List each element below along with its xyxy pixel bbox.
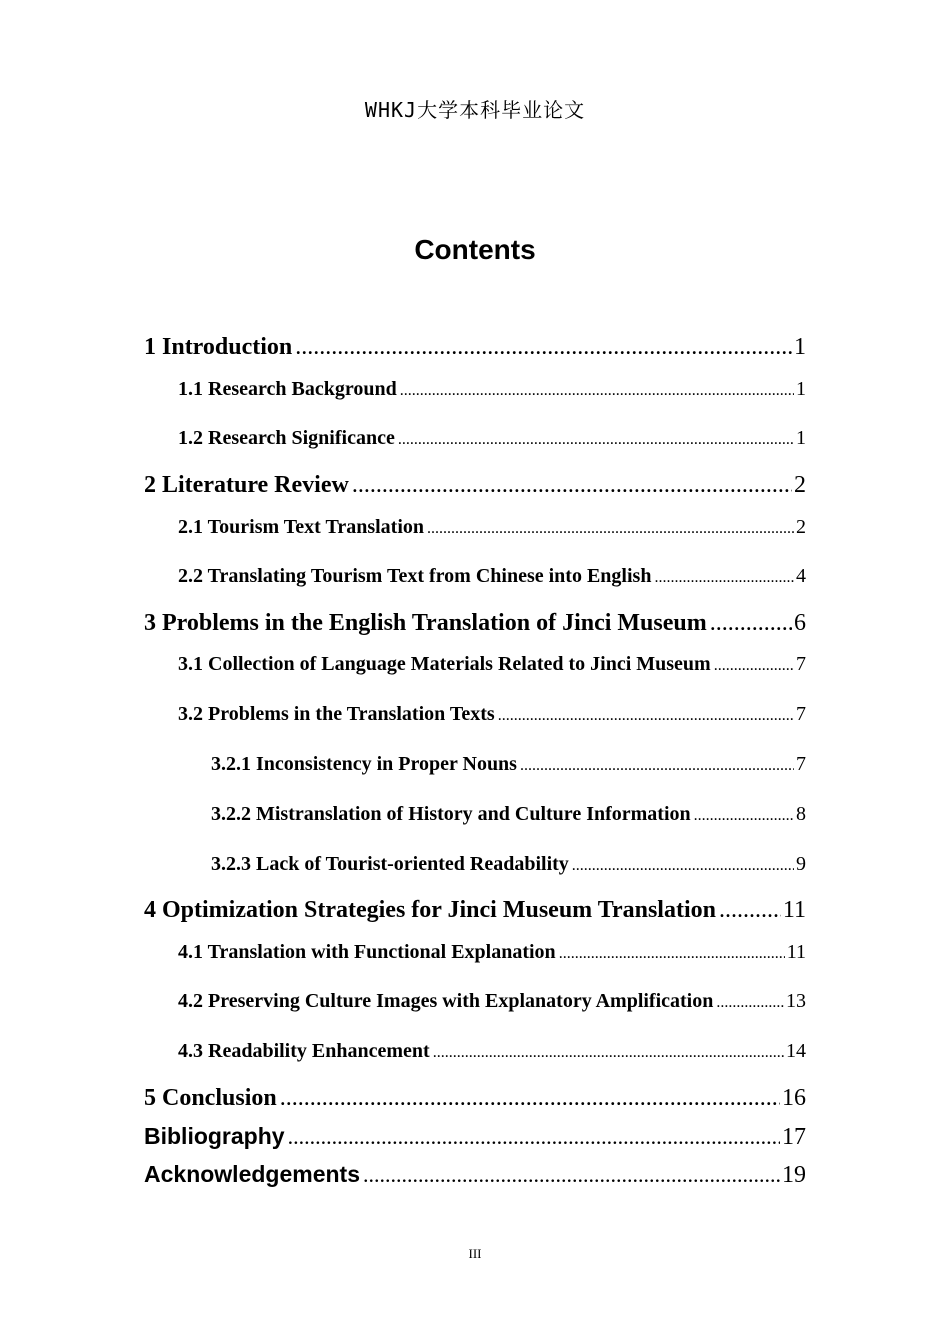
toc-entry-page: 4: [796, 565, 806, 587]
toc-entry-title: 4.3 Readability Enhancement: [178, 1040, 430, 1062]
page-header: WHKJ大学本科毕业论文: [364, 98, 586, 122]
toc-leader-dots: [710, 610, 792, 637]
toc-entry-page: 2: [796, 516, 806, 538]
toc-entry-page: 11: [782, 897, 806, 923]
toc-entry-page: 9: [796, 853, 806, 875]
toc-leader-dots: [498, 707, 794, 725]
toc-leader-dots: [694, 807, 794, 825]
toc-entry-title: 4.1 Translation with Functional Explanation: [178, 941, 556, 963]
toc-leader-dots: [716, 994, 784, 1012]
toc-entry-page: 19: [782, 1162, 806, 1188]
toc-leader-dots: [654, 569, 794, 587]
toc-entry-title: 1 Introduction: [144, 334, 293, 360]
toc-entry-introduction[interactable]: [144, 334, 806, 361]
toc-entry-conclusion[interactable]: [144, 1085, 806, 1112]
toc-entry-page: 7: [796, 653, 806, 675]
toc-entry-title: Acknowledgements: [144, 1161, 360, 1187]
toc-entry-problems-in-texts[interactable]: [178, 703, 806, 726]
toc-entry-collection-of-materials[interactable]: [178, 653, 806, 676]
toc-entry-title: 4.2 Preserving Culture Images with Explanatory Amplification: [178, 990, 714, 1012]
toc-entry-functional-explanation[interactable]: [178, 941, 806, 964]
toc-leader-dots: [363, 1162, 780, 1188]
toc-entry-title: 2.1 Tourism Text Translation: [178, 516, 424, 538]
toc-entry-title: 2.2 Translating Tourism Text from Chinese into English: [178, 565, 652, 587]
toc-leader-dots: [433, 1044, 784, 1062]
toc-entry-title: 4 Optimization Strategies for Jinci Museum Translation: [144, 897, 716, 923]
toc-entry-page: 11: [786, 941, 806, 963]
toc-entry-title: 3 Problems in the English Translation of Jinci Museum: [144, 610, 707, 636]
toc-leader-dots: [572, 857, 794, 875]
toc-entry-title: 3.2 Problems in the Translation Texts: [178, 703, 495, 725]
toc-leader-dots: [280, 1085, 780, 1112]
toc-leader-dots: [719, 897, 781, 924]
toc-entry-page: 13: [786, 990, 806, 1012]
toc-entry-page: 8: [796, 803, 806, 825]
toc-entry-research-significance[interactable]: [178, 427, 806, 450]
toc-entry-page: 16: [782, 1085, 806, 1111]
toc-leader-dots: [400, 382, 794, 400]
toc-entry-problems[interactable]: [144, 610, 806, 637]
toc-entry-tourism-text-translation[interactable]: [178, 516, 806, 539]
toc-entry-title: 2 Literature Review: [144, 472, 349, 498]
toc-entry-research-background[interactable]: [178, 378, 806, 401]
toc-entry-mistranslation[interactable]: [211, 803, 806, 826]
toc-entry-translating-tourism-text[interactable]: [178, 565, 806, 588]
toc-leader-dots: [352, 472, 792, 499]
toc-entry-page: 7: [796, 753, 806, 775]
toc-entry-page: 2: [794, 472, 806, 498]
toc-leader-dots: [714, 657, 794, 675]
toc-leader-dots: [520, 757, 794, 775]
toc-entry-preserving-culture-images[interactable]: [178, 990, 806, 1013]
toc-entry-readability-enhancement[interactable]: [178, 1040, 806, 1063]
toc-leader-dots: [288, 1124, 780, 1150]
toc-entry-acknowledgements[interactable]: [144, 1161, 806, 1189]
toc-entry-inconsistency[interactable]: [211, 753, 806, 776]
toc-entry-title: 3.2.3 Lack of Tourist-oriented Readability: [211, 853, 569, 875]
toc-entry-title: 1.2 Research Significance: [178, 427, 395, 449]
toc-entry-page: 6: [794, 610, 806, 636]
toc-leader-dots: [559, 945, 785, 963]
toc-entry-title: 5 Conclusion: [144, 1085, 277, 1111]
page-title: Contents: [414, 234, 536, 265]
toc-entry-page: 14: [786, 1040, 806, 1062]
toc-entry-title: 3.2.2 Mistranslation of History and Culture Information: [211, 803, 691, 825]
page-number: III: [468, 1246, 482, 1261]
toc-entry-page: 17: [782, 1124, 806, 1150]
toc-leader-dots: [398, 431, 794, 449]
toc-leader-dots: [295, 334, 792, 361]
toc-entry-literature-review[interactable]: [144, 472, 806, 499]
toc-entry-page: 1: [796, 427, 806, 449]
toc-entry-readability-lack[interactable]: [211, 853, 806, 876]
toc-entry-title: Bibliography: [144, 1123, 285, 1149]
toc-entry-page: 7: [796, 703, 806, 725]
toc-entry-page: 1: [796, 378, 806, 400]
toc-entry-title: 3.1 Collection of Language Materials Related to Jinci Museum: [178, 653, 711, 675]
toc-entry-optimization-strategies[interactable]: [144, 897, 806, 924]
toc-entry-title: 3.2.1 Inconsistency in Proper Nouns: [211, 753, 517, 775]
toc-entry-title: 1.1 Research Background: [178, 378, 397, 400]
toc-leader-dots: [427, 520, 794, 538]
toc-entry-bibliography[interactable]: [144, 1123, 806, 1151]
toc-entry-page: 1: [794, 334, 806, 360]
